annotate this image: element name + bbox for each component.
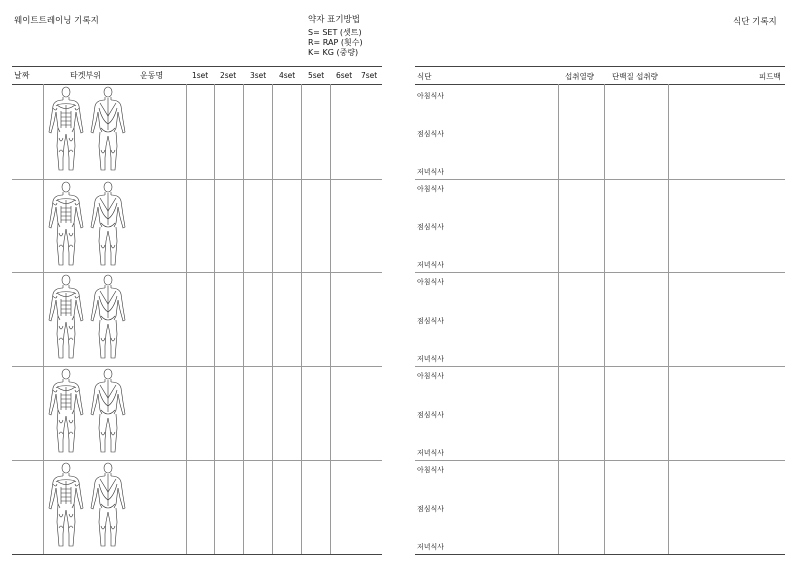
- right-row-line: [415, 366, 785, 367]
- meal-label-dinner: 저녁식사: [417, 261, 445, 269]
- right-bottom-line: [415, 554, 785, 555]
- meal-label-dinner: 저녁식사: [417, 449, 445, 457]
- meal-label-breakfast: 아침식사: [417, 372, 445, 380]
- right-col-divider: [604, 84, 605, 555]
- workout-log-title: 웨이트트레이닝 기록지: [14, 16, 99, 26]
- meal-label-breakfast: 아침식사: [417, 278, 445, 286]
- left-row-line: [12, 272, 382, 273]
- col-header-set-1: 1set: [192, 71, 209, 80]
- meal-label-dinner: 저녁식사: [417, 168, 445, 176]
- diet-log-title: 식단 기록지: [733, 17, 777, 27]
- right-row-line: [415, 272, 785, 273]
- legend-rep: R= RAP (횟수): [308, 38, 363, 47]
- body-diagram-row-4: [44, 368, 128, 456]
- col-header-target: 타겟부위: [70, 71, 101, 80]
- meal-label-breakfast: 아침식사: [417, 92, 445, 100]
- meal-label-lunch: 점심식사: [417, 317, 445, 325]
- meal-label-breakfast: 아침식사: [417, 466, 445, 474]
- left-row-line: [12, 366, 382, 367]
- left-col-divider: [243, 84, 244, 555]
- left-row-line: [12, 460, 382, 461]
- right-col-divider: [558, 84, 559, 555]
- col-header-date: 날짜: [14, 71, 30, 80]
- right-header-top-line: [415, 66, 785, 67]
- meal-label-lunch: 점심식사: [417, 130, 445, 138]
- legend-kg: K= KG (중량): [308, 48, 359, 57]
- col-header-set-4: 4set: [279, 71, 296, 80]
- meal-label-lunch: 점심식사: [417, 223, 445, 231]
- col-header-set-3: 3set: [250, 71, 267, 80]
- meal-label-breakfast: 아침식사: [417, 185, 445, 193]
- left-bottom-line: [12, 554, 382, 555]
- legend-set: S= SET (셋트): [308, 28, 362, 37]
- left-header-top-line: [12, 66, 382, 67]
- body-diagram-row-2: [44, 181, 128, 269]
- col-header-set-2: 2set: [220, 71, 237, 80]
- col-header-exercise: 운동명: [140, 71, 164, 80]
- right-col-divider: [668, 84, 669, 555]
- right-header-bottom-line: [415, 84, 785, 85]
- col-header-set-5: 5set: [308, 71, 325, 80]
- abbreviation-legend: [308, 13, 363, 58]
- legend-title: 약자 표기방법: [308, 15, 360, 25]
- col-header-protein: 단백질 섭취량: [612, 72, 658, 81]
- left-header-bottom-line: [12, 84, 382, 85]
- body-diagram-row-3: [44, 274, 128, 362]
- right-row-line: [415, 179, 785, 180]
- meal-label-lunch: 점심식사: [417, 505, 445, 513]
- col-header-set-7: 7set: [361, 71, 378, 80]
- meal-label-lunch: 점심식사: [417, 411, 445, 419]
- col-header-calories: 섭취열량: [565, 72, 594, 81]
- col-header-meal: 식단: [417, 72, 432, 81]
- right-row-line: [415, 460, 785, 461]
- body-diagram-row-1: [44, 86, 128, 174]
- left-row-line: [12, 179, 382, 180]
- col-header-set-6: 6set: [336, 71, 353, 80]
- left-col-divider: [186, 84, 187, 555]
- left-col-divider: [301, 84, 302, 555]
- meal-label-dinner: 저녁식사: [417, 355, 445, 363]
- left-col-divider: [214, 84, 215, 555]
- left-col-divider: [330, 84, 331, 555]
- body-diagram-row-5: [44, 462, 128, 550]
- col-header-feedback: 피드백: [759, 72, 781, 81]
- meal-label-dinner: 저녁식사: [417, 543, 445, 551]
- left-col-divider: [272, 84, 273, 555]
